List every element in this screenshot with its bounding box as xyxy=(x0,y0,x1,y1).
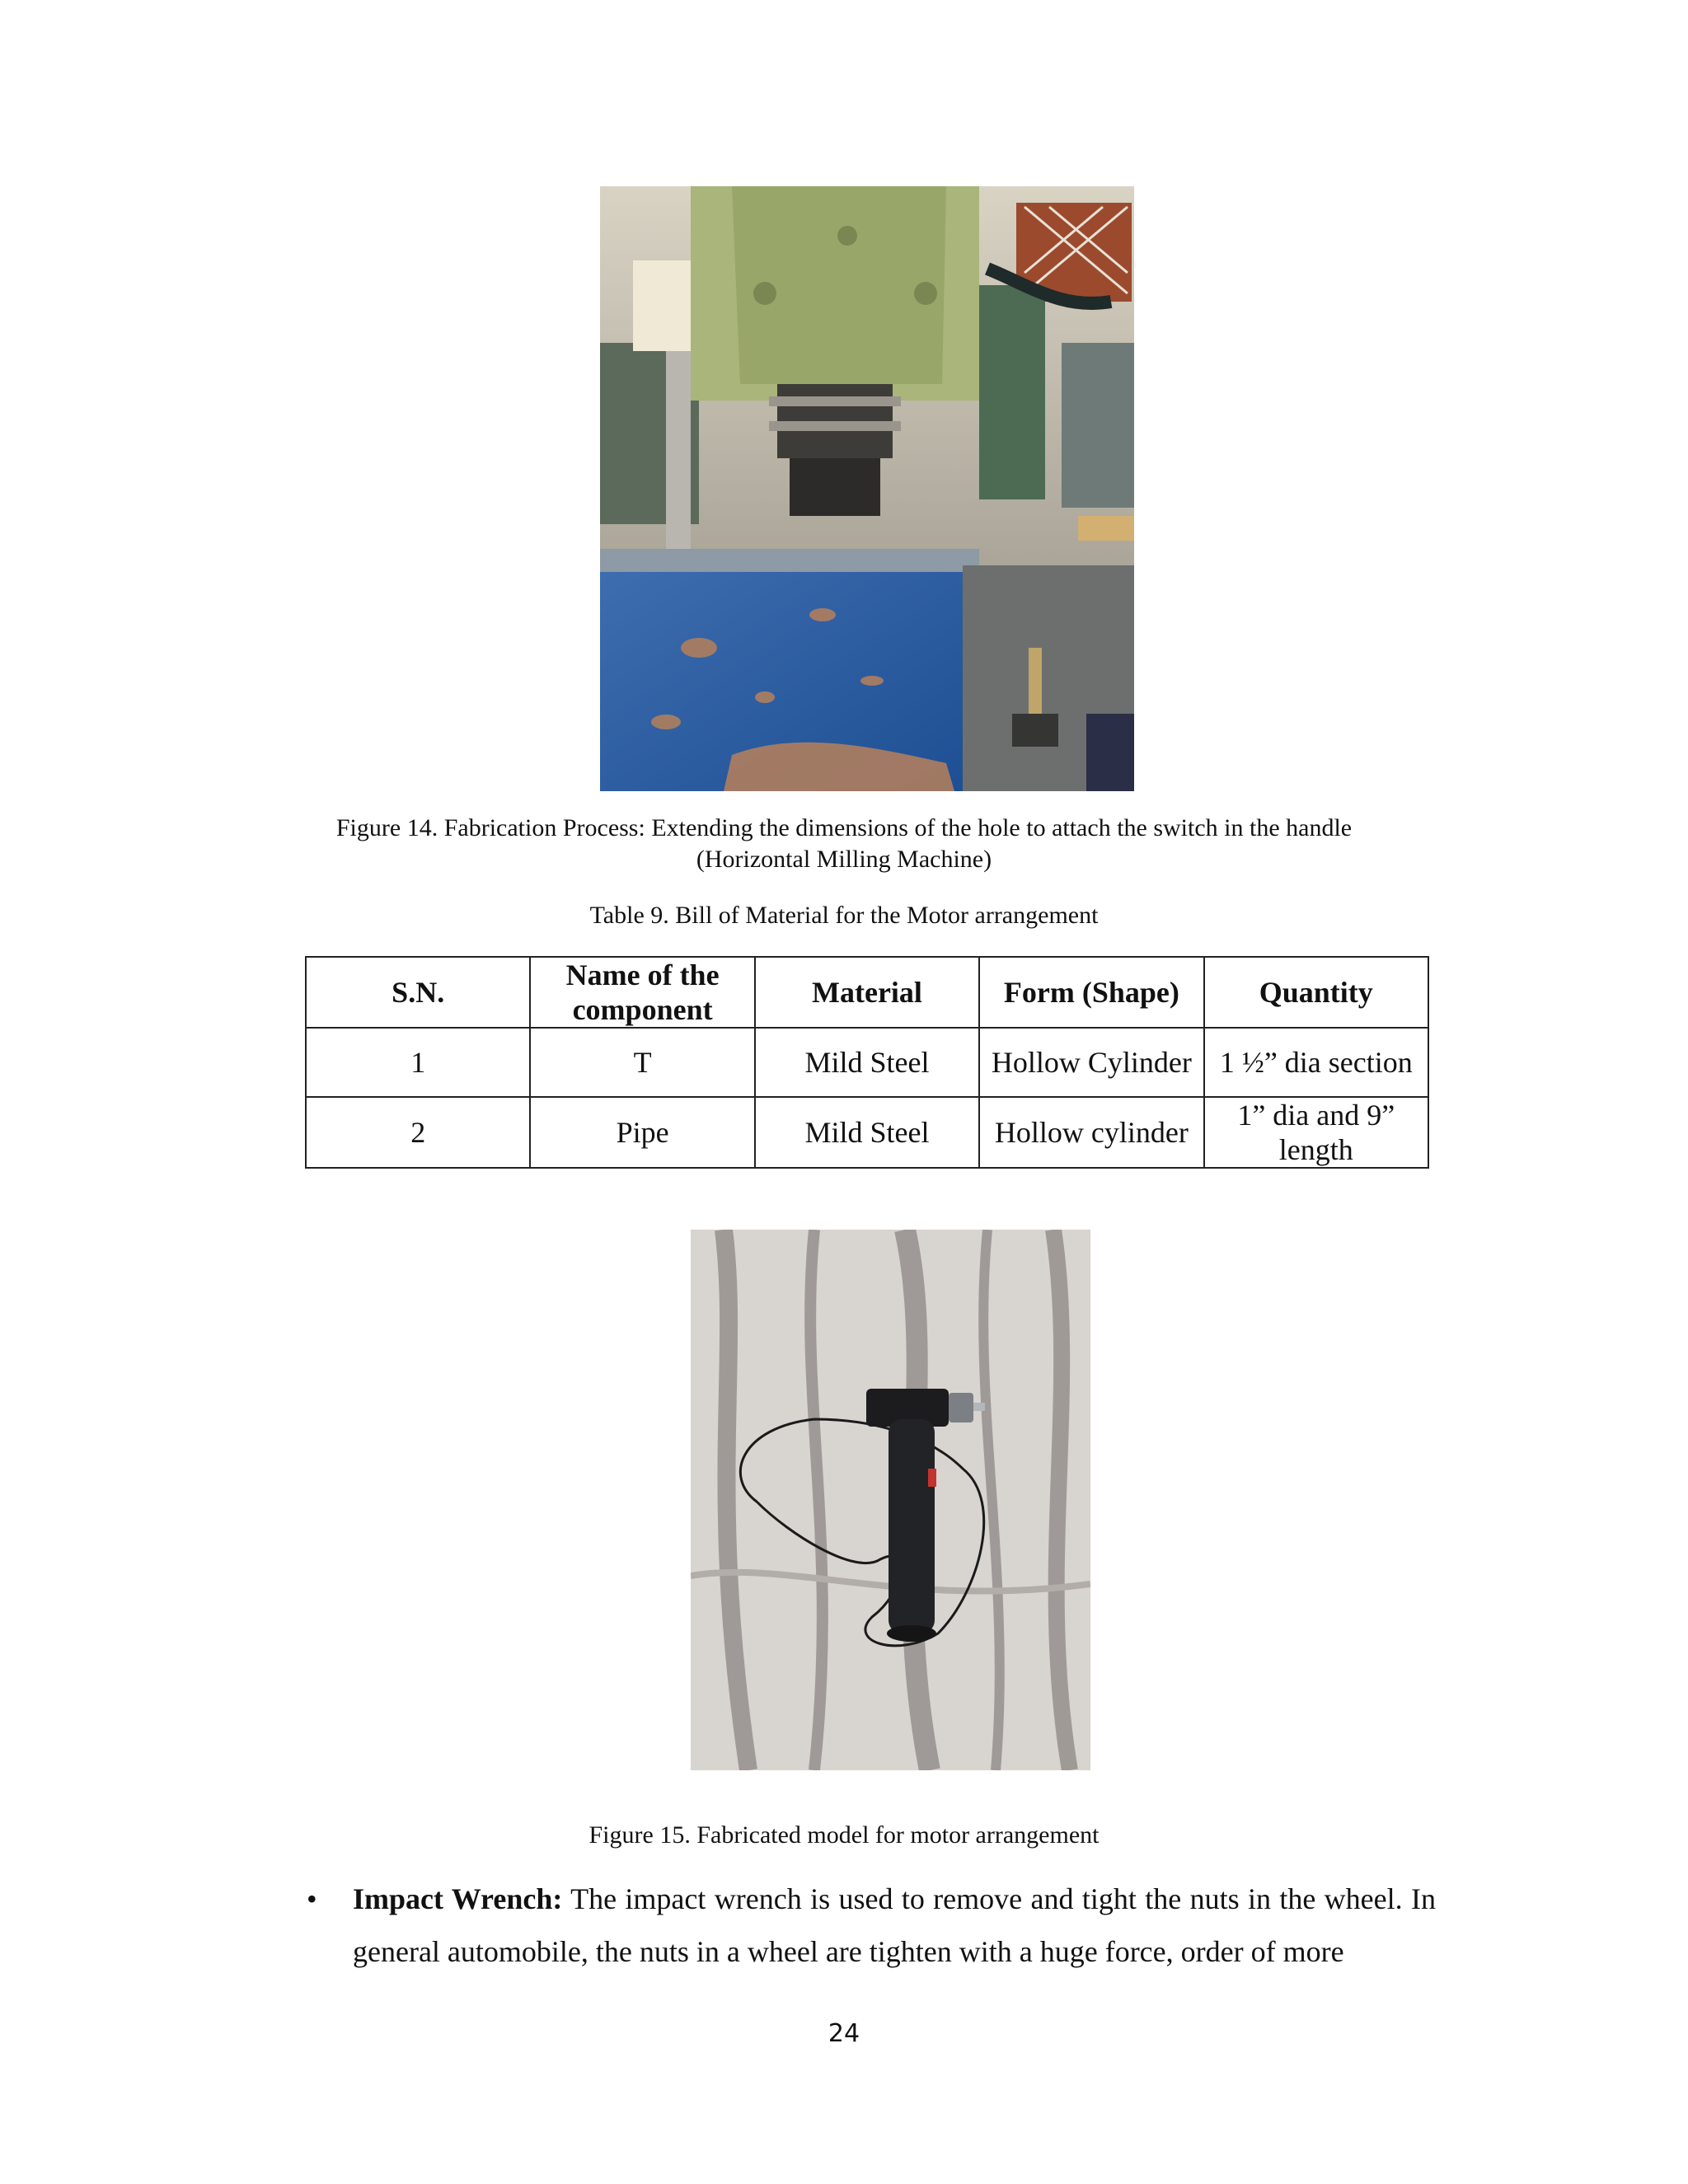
bullet-body-text: The impact wrench is used to remove and tight the nuts in the wheel. In general automobile, the nuts in a wheel are tighten with a huge force, order of more xyxy=(353,1882,1436,1968)
figure-14-caption-line1: Figure 14. Fabrication Process: Extending the dimensions of the hole to attach the switch in the handle xyxy=(335,814,1353,841)
header-material: Material xyxy=(755,957,979,1028)
table-cell: 1 ½” dia section xyxy=(1204,1028,1428,1097)
table-cell: 1” dia and 9” length xyxy=(1204,1097,1428,1168)
header-form-shape: Form (Shape) xyxy=(979,957,1203,1028)
bullet-icon: • xyxy=(307,1882,317,1915)
table-row xyxy=(306,1028,1428,1097)
table-cell: 2 xyxy=(306,1097,530,1168)
table-cell: T xyxy=(530,1028,754,1097)
page-number: 24 xyxy=(828,2019,860,2048)
figure-14-caption-line2: (Horizontal Milling Machine) xyxy=(696,846,992,873)
table-row xyxy=(306,1097,1428,1168)
header-quantity: Quantity xyxy=(1204,957,1428,1028)
table-cell: Hollow Cylinder xyxy=(979,1028,1203,1097)
table-9-caption: Table 9. Bill of Material for the Motor arrangement xyxy=(589,902,1099,929)
milling-machine-photo xyxy=(600,186,1134,791)
table-cell: Hollow cylinder xyxy=(979,1097,1203,1168)
figure-15-caption: Figure 15. Fabricated model for motor arrangement xyxy=(588,1821,1100,1849)
table-cell: 1 xyxy=(306,1028,530,1097)
table-cell: Mild Steel xyxy=(755,1028,979,1097)
bullet-paragraph xyxy=(353,1872,1436,1978)
table-header-row xyxy=(306,957,1428,1028)
table-cell: Pipe xyxy=(530,1097,754,1168)
header-sn: S.N. xyxy=(306,957,530,1028)
fabricated-model-photo xyxy=(691,1230,1090,1770)
header-component-name: Name of the component xyxy=(530,957,754,1028)
table-cell: Mild Steel xyxy=(755,1097,979,1168)
bill-of-material-table xyxy=(305,956,1429,1169)
figure-14-caption xyxy=(0,813,1688,875)
bullet-term: Impact Wrench: xyxy=(353,1882,563,1915)
